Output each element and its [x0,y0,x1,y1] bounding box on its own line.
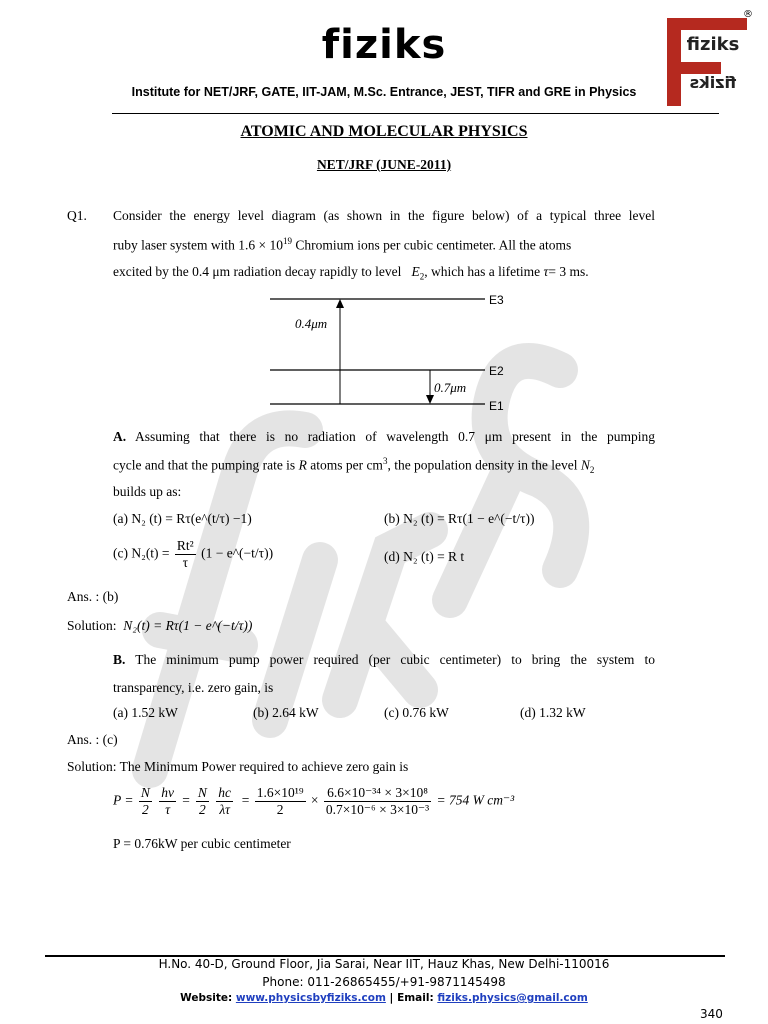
part-b-line1: B. The minimum pump power required (per cubic centimeter) to bring the system to [113,652,655,667]
page-subtitle: NET/JRF (JUNE-2011) [316,157,452,172]
energy-level-diagram [265,288,515,418]
answer-a: Ans. : (b) [67,589,119,604]
option-b-d: (d) 1.32 kW [520,705,586,720]
header-rule [112,113,719,114]
option-b-c: (c) 0.76 kW [384,705,449,720]
logo-mirror-text: fiziks [689,73,737,92]
fiziks-logo [667,16,759,108]
option-a: (a) N₂ (t) = Rτ(e^(t/τ) −1) [113,511,252,526]
part-a-line3: builds up as: [113,484,182,499]
pump-arrowhead [336,299,344,308]
option-b-a: (a) 1.52 kW [113,705,178,720]
q1-line2: ruby laser system with $1.6 \times 10^{19}$ Chromium ions per cubic centimeter. All the atoms [113,236,572,253]
footer-contact: Website: www.physicsbyfiziks.com | Email: fiziks.physics@gmail.com [180,992,588,1004]
e2-label: E2 [489,364,504,378]
footer-phone: Phone: 011-26865455/+91-9871145498 [262,975,506,989]
brand-title: fiziks [321,22,447,68]
page-number: 340 [700,1007,723,1021]
solution-b-text: Solution: The Minimum Power required to achieve zero gain is [67,759,409,774]
emission-arrowhead [426,395,434,404]
q1-line3: excited by the 0.4 μm radiation decay rapidly to level $E_2$, which has a lifetime τ= 3 ms. [113,264,589,282]
option-b-b: (b) 2.64 kW [253,705,319,720]
e3-label: E3 [489,293,504,307]
option-c: (c) N₂(t) = $\frac{\text{Rt²}}{\tau}$ (1 − e^(−t/τ)) [113,538,274,570]
logo-text: fiziks [686,34,740,55]
footer-address: H.No. 40-D, Ground Floor, Jia Sarai, Near IIT, Hauz Khas, New Delhi-110016 [158,957,610,971]
part-a-line1: A. Assuming that there is no radiation of wavelength 0.7 μm present in the pumping [113,429,655,444]
page-title: ATOMIC AND MOLECULAR PHYSICS [240,123,528,140]
e1-label: E1 [489,399,504,413]
email-link[interactable]: fiziks.physics@gmail.com [437,992,588,1004]
answer-b: Ans. : (c) [67,732,118,747]
option-b: (b) N₂ (t) = Rτ(1 − e^(−t/τ)) [384,511,535,526]
question-number: Q1. [67,208,87,223]
website-link[interactable]: www.physicsbyfiziks.com [235,992,386,1004]
part-a-line2: cycle and that the pumping rate is R atoms per $cm^3$, the population density in the level $N_2$ [113,456,595,476]
tagline: Institute for NET/JRF, GATE, IIT-JAM, M.Sc. Entrance, JEST, TIFR and GRE in Physics [131,85,637,99]
q1-line1: Consider the energy level diagram (as shown in the figure below) of a typical three level [113,208,655,223]
pump-wavelength-label: 0.4μm [295,316,328,331]
emission-wavelength-label: 0.7μm [434,380,467,395]
registered-mark: ® [743,9,753,20]
power-equation: P = $\frac{N}{2}$ $\frac{h\nu}{\tau}$ = $\frac{N}{2}$ $\frac{hc}{\lambda\tau}$ = $\frac{\text{1.6×10¹⁹}}{2}$ × $\frac{\text{6.6×10⁻³⁴ × 3×10⁸}}{\text{0.7×10⁻⁶ × 3×10⁻³}}$ = 754 W cm⁻³ [113,785,515,817]
final-power: P = 0.76kW per cubic centimeter [113,836,291,851]
part-b-line2: transparency, i.e. zero gain, is [113,680,274,695]
solution-a: Solution: N₂(t) = Rτ(1 − e^(−t/τ)) [67,618,253,633]
option-d: (d) N₂ (t) = R t [384,549,465,564]
